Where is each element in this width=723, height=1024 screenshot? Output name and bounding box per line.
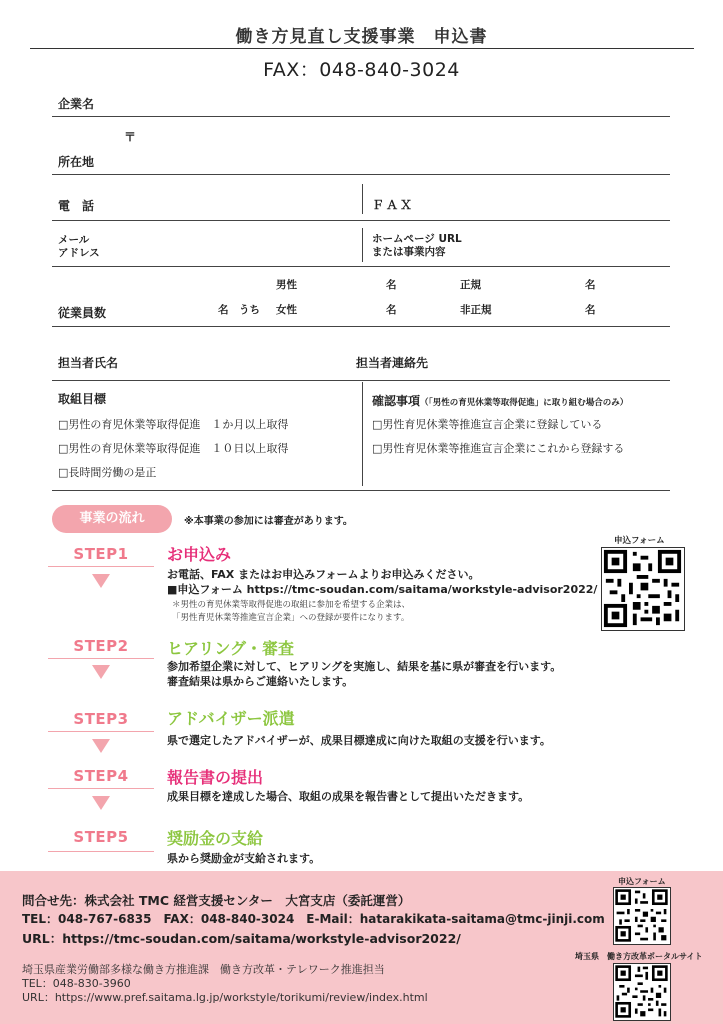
- step5-line1: 県から奨励金が支給されます。: [167, 852, 321, 865]
- confirm-checkbox-1[interactable]: □男性育児休業等推進宣言企業に登録している: [372, 418, 603, 431]
- goals-confirm-divider: [362, 382, 363, 486]
- emp-female-unit: 名: [386, 304, 397, 316]
- step1-title: お申込み: [167, 545, 232, 564]
- goal-checkbox-1[interactable]: □男性の育児休業等取得促進 １か月以上取得: [58, 418, 289, 431]
- contact-info-label: 担当者連絡先: [356, 356, 429, 370]
- goals-label: 取組目標: [58, 392, 107, 406]
- step1-label: STEP1: [73, 545, 129, 563]
- page-title: 働き方見直し支援事業 申込書: [235, 27, 488, 47]
- confirm-label: 確認事項: [372, 394, 421, 408]
- step4-arrow-icon: [92, 796, 110, 810]
- footer-url[interactable]: URL：https://tmc-soudan.com/saitama/workstyle-advisor2022/: [22, 931, 461, 946]
- step2-title: ヒアリング・審査: [167, 639, 295, 658]
- emp-regular-unit: 名: [585, 279, 596, 291]
- postal-mark: 〒: [124, 130, 137, 144]
- step4-title: 報告書の提出: [167, 768, 264, 787]
- phone-fax-divider: [362, 184, 363, 214]
- homepage-label-1: ホームページ URL: [372, 233, 462, 245]
- step3-rule: [48, 731, 154, 732]
- step4-label: STEP4: [73, 767, 129, 785]
- step1-arrow-icon: [92, 574, 110, 588]
- step3-arrow-icon: [92, 739, 110, 753]
- company-name-label: 企業名: [58, 97, 95, 111]
- emp-nonregular-label: 非正規: [460, 304, 492, 316]
- email-label-1: メール: [58, 234, 90, 246]
- emp-male-label: 男性: [276, 279, 297, 291]
- step3-title: アドバイザー派遣: [167, 709, 295, 728]
- email-field[interactable]: [52, 266, 670, 267]
- goal-checkbox-2[interactable]: □男性の育児休業等取得促進 １０日以上取得: [58, 442, 289, 455]
- employees-label: 従業員数: [58, 306, 107, 320]
- contact-field[interactable]: [52, 380, 670, 381]
- employees-field[interactable]: [52, 326, 670, 327]
- goals-bottom-rule: [52, 490, 670, 491]
- step1-rule: [48, 566, 154, 567]
- emp-male-unit: 名: [386, 279, 397, 291]
- step3-label: STEP3: [73, 710, 129, 728]
- footer: [0, 871, 723, 1024]
- step1-line1: お電話、FAX またはお申込みフォームよりお申込みください。: [167, 568, 480, 581]
- email-homepage-divider: [362, 228, 363, 262]
- footer-inquiry: 問合せ先：株式会社 TMC 経営支援センター 大宮支店（委託運営）: [22, 893, 411, 908]
- goal-checkbox-3[interactable]: □長時間労働の是正: [58, 466, 157, 479]
- confirm-heading: [372, 390, 628, 409]
- company-name-field[interactable]: [52, 116, 670, 117]
- step2-rule: [48, 658, 154, 659]
- step2-line2: 審査結果は県からご連絡いたします。: [167, 675, 354, 688]
- step5-title: 奨励金の支給: [167, 829, 264, 848]
- emp-regular-label: 正規: [460, 279, 481, 291]
- fax-label: ＦＡＸ: [372, 198, 415, 212]
- qr-code-form[interactable]: [601, 547, 685, 631]
- confirm-note: （「男性の育児休業等取得促進」に取り組む場合のみ）: [420, 398, 629, 408]
- flow-note: ※本事業の参加には審査があります。: [184, 516, 353, 527]
- step2-line1: 参加希望企業に対して、ヒアリングを実施し、結果を基に県が審査を行います。: [167, 660, 562, 673]
- homepage-label-2: または事業内容: [372, 246, 446, 258]
- emp-female-label: 女性: [276, 304, 297, 316]
- step2-arrow-icon: [92, 665, 110, 679]
- step4-line1: 成果目標を達成した場合、取組の成果を報告書として提出いただきます。: [167, 790, 530, 803]
- footer-qr1-caption: 申込フォーム: [618, 877, 666, 886]
- address-field[interactable]: [52, 174, 670, 175]
- qr-code-icon: [614, 888, 669, 943]
- step5-label: STEP5: [73, 828, 129, 846]
- emp-nonregular-unit: 名: [585, 304, 596, 316]
- contact-name-label: 担当者氏名: [58, 356, 119, 370]
- fax-number: FAX：048-840-3024: [263, 59, 460, 81]
- step2-label: STEP2: [73, 637, 129, 655]
- step1-note1: ＊男性の育児休業等取得促進の取組に参加を希望する企業は、: [172, 600, 411, 610]
- phone-field[interactable]: [52, 220, 670, 221]
- step3-line1: 県で選定したアドバイザーが、成果目標達成に向けた取組の支援を行います。: [167, 734, 551, 747]
- email-label-2: アドレス: [58, 247, 100, 259]
- qr-caption-form: 申込フォーム: [614, 536, 665, 546]
- phone-label: 電 話: [58, 199, 95, 213]
- footer-qr-form[interactable]: [613, 887, 671, 945]
- title-rule: [30, 48, 694, 49]
- step5-rule: [48, 851, 154, 852]
- step1-line2[interactable]: ■申込フォーム https://tmc-soudan.com/saitama/workstyle-advisor2022/: [167, 583, 598, 596]
- footer-qr2-caption: 埼玉県 働き方改革ポータルサイト: [575, 952, 703, 961]
- pref-url[interactable]: URL：https://www.pref.saitama.lg.jp/workstyle/torikumi/review/index.html: [22, 991, 428, 1004]
- qr-code-icon: [602, 548, 683, 629]
- pref-tel: TEL：048-830-3960: [22, 977, 131, 990]
- step1-note2: 「男性育児休業等推進宣言企業」への登録が要件になります。: [172, 613, 410, 623]
- pref-dept: 埼玉県産業労働部多様な働き方推進課 働き方改革・テレワーク推進担当: [22, 963, 385, 976]
- address-label: 所在地: [58, 155, 95, 169]
- step4-rule: [48, 788, 154, 789]
- footer-qr-portal[interactable]: [613, 963, 671, 1021]
- footer-contact[interactable]: TEL：048-767-6835 FAX：048-840-3024 E-Mail：hatarakikata-saitama@tmc-jinji.com: [22, 912, 605, 926]
- qr-code-icon: [614, 964, 669, 1019]
- flow-pill: 事業の流れ: [52, 505, 172, 533]
- emp-total-unit: 名 うち: [218, 304, 260, 316]
- confirm-checkbox-2[interactable]: □男性育児休業等推進宣言企業にこれから登録する: [372, 442, 625, 455]
